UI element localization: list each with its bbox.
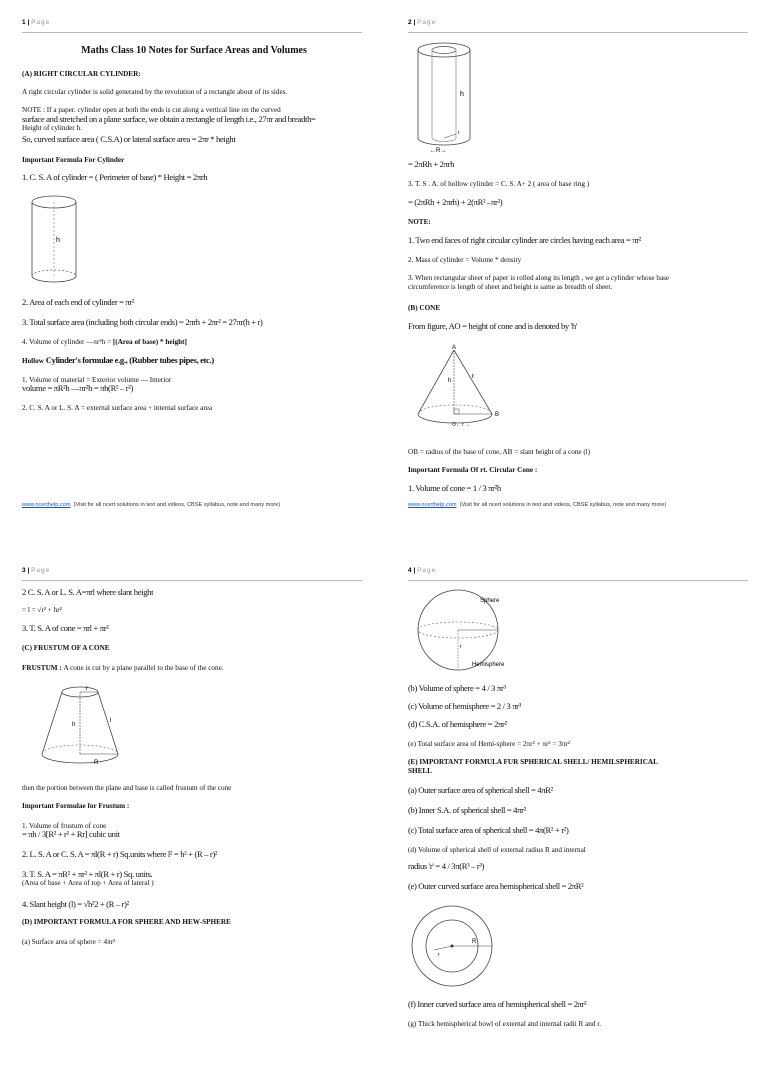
- formula: 4. Slant height (l) = √h²2 + (R – r)²: [22, 899, 129, 909]
- paragraph: then the portion between the plane and base is called frustum of the cone: [22, 784, 232, 792]
- svg-text:ℓ: ℓ: [472, 374, 474, 380]
- page-4: [404, 566, 768, 1076]
- footer-link[interactable]: www.ncerthelp.com: [22, 502, 71, 508]
- formula: (a) Surface area of sphere = 4πr²: [22, 938, 116, 946]
- formula: (g) Thick hemispherical bowl of external and internal radii R and r.: [408, 1020, 602, 1028]
- formula: 1. Volume of frustum of cone: [22, 822, 107, 830]
- hollow-cylinder-figure: [410, 38, 482, 156]
- formula: (Area of base + Area of top + Area of lateral ): [22, 879, 154, 887]
- page-2: [404, 18, 768, 528]
- formula: = πh / 3[R² + r² + Rr] cubic unit: [22, 829, 120, 839]
- formula: 3. T. S . A. of hollow cylinder = C. S. A+ 2 ( area of base ring ): [408, 180, 590, 188]
- formula: (a) Outer surface area of spherical shell = 4πR²: [408, 785, 553, 795]
- page-header: 3 | Page: [22, 566, 362, 581]
- formula: (b) Inner S.A. of spherical shell = 4πr²: [408, 805, 526, 815]
- page-header: 1 | Page: [22, 18, 362, 33]
- svg-text:r: r: [438, 952, 440, 958]
- cylinder-figure: [24, 190, 86, 290]
- page-header: 4 | Page: [408, 566, 748, 581]
- note-line: 3. When rectangular sheet of paper is rolled along its length , we get a cylinder whose base: [408, 274, 670, 282]
- formula: 1. Volume of cone = 1 / 3 πr²h: [408, 483, 501, 493]
- note-line: Height of cylinder h.: [22, 124, 82, 132]
- section-heading: (A) RIGHT CIRCULAR CYLINDER:: [22, 70, 141, 78]
- subheading: Important Formulae for Frustum :: [22, 802, 130, 810]
- formula: 3. Total surface area (including both circular ends) = 2πrh + 2πr² = 27πr(h + r): [22, 317, 263, 327]
- section-heading: (D) IMPORTANT FORMULA FOR SPHERE AND HEW-SPHERE: [22, 918, 231, 926]
- section-heading: (B) CONE: [408, 304, 441, 312]
- note-line: surface and stretched on a plane surface, we obtain a rectangle of length i.e., 27πr and breadth=: [22, 114, 316, 124]
- formula: (e) Total surface area of Hemi-sphere = 2πr² + πr² = 3πr²: [408, 740, 570, 748]
- formula: 3. T. S. A of cone = πrl + πr²: [22, 623, 109, 633]
- page-title: Maths Class 10 Notes for Surface Areas and Volumes: [81, 45, 307, 56]
- svg-text:Hemisphere: Hemisphere: [472, 662, 505, 668]
- subheading: Hollow Cylinder's formulae e.g., (Rubber tubes pipes, etc.): [22, 355, 214, 365]
- formula: (c) Total surface area of spherical shell = 4π(R² + r²): [408, 825, 569, 835]
- note-line: 2. Mass of cylinder = Volume * density: [408, 256, 522, 264]
- sphere-figure: [408, 586, 518, 678]
- paragraph: A right circular cylinder is solid generated by the revolution of a rectangle about of its sides.: [22, 88, 288, 96]
- spherical-shell-figure: [408, 904, 498, 988]
- section-heading: SHELL: [408, 767, 432, 775]
- section-heading: (E) IMPORTANT FORMULA FUR SPHERICAL SHELL/ HEMILSPHERICAL: [408, 758, 658, 766]
- cone-figure: [406, 342, 506, 434]
- subheading: NOTE:: [408, 218, 431, 226]
- svg-text:R: R: [472, 939, 477, 945]
- formula: 2. Area of each end of cylinder = πr²: [22, 297, 135, 307]
- formula: (d) Volume of spherical shell of external radius R and internal: [408, 846, 586, 854]
- svg-text:h: h: [448, 378, 452, 384]
- formula: = l = √r² + hr²: [22, 606, 62, 614]
- formula: 1. Volume of material = Exterior volume — Interior: [22, 376, 172, 384]
- note-line: So, curved surface area ( C.S.A) or lateral surface area = 2πr * height: [22, 134, 236, 144]
- svg-text:R: R: [94, 760, 99, 766]
- page-1: [18, 18, 384, 528]
- svg-text:h: h: [460, 91, 464, 98]
- svg-text:Sphere: Sphere: [480, 598, 500, 604]
- formula: = 2πRh + 2πrh: [408, 159, 455, 169]
- formula: 2 C. S. A or L. S. A=πrl where slant height: [22, 587, 154, 597]
- formula: (c) Volume of hemisphere = 2 / 3 πr³: [408, 701, 521, 711]
- subheading: Important Formula Of rt. Circular Cone :: [408, 466, 538, 474]
- paragraph: OB = radius of the base of cone, AB = slant height of a cone (l): [408, 448, 591, 456]
- subheading: Important Formula For Cylinder: [22, 156, 125, 164]
- note-line: circumference is length of sheet and height is same as breadth of sheet.: [408, 283, 613, 291]
- formula: (f) Inner curved surface area of hemispherical shell = 2πr²: [408, 999, 587, 1009]
- formula: (e) Outer curved surface area hemispherical shell = 2πR²: [408, 881, 584, 891]
- formula: volume = πR²h —πr²h = πh(R² – r²): [22, 383, 133, 393]
- svg-text:r: r: [460, 644, 462, 650]
- svg-text:l: l: [110, 718, 112, 724]
- paragraph: From figure, AO = height of cone and is denoted by 'h': [408, 321, 578, 331]
- formula: = (2πRh + 2πrh) + 2(πR² –πr²): [408, 197, 503, 207]
- svg-text:A: A: [452, 345, 457, 351]
- frustum-figure: [30, 678, 130, 770]
- note-line: NOTE : If a paper. cylinder open at both the ends is cut along a vertical line on the curved: [22, 106, 281, 114]
- svg-text:r: r: [458, 130, 460, 136]
- footer-link[interactable]: www.ncerthelp.com: [408, 502, 457, 508]
- formula: (b) Volume of sphere = 4 / 3 πr³: [408, 683, 506, 693]
- svg-text:B: B: [495, 412, 500, 418]
- formula: 3. T. S. A = πR² + πr² + πl(R + r) Sq. units.: [22, 869, 153, 879]
- formula: 4. Volume of cylinder —πr²h = [(Area of base) * height]: [22, 338, 187, 346]
- formula: radius 'r' = 4 / 3π(R³ – r³): [408, 861, 485, 871]
- note-line: 1. Two end faces of right circular cylinder are circles having each area = πr²: [408, 235, 642, 245]
- svg-text:h: h: [56, 237, 60, 244]
- formula: 2. C. S. A or L. S. A = external surface area + internal surface area: [22, 404, 213, 412]
- page-3: [18, 566, 384, 1076]
- paragraph: FRUSTUM : A cone is cut by a plane parallel to the base of the cone.: [22, 664, 224, 672]
- svg-text:h: h: [72, 722, 76, 728]
- svg-text:r: r: [86, 686, 88, 692]
- page-footer: www.ncerthelp.com (Visit for all ncert solutions in text and videos, CBSE syllabus, note and many more): [408, 502, 667, 508]
- svg-text:←R→: ←R→: [430, 148, 447, 154]
- svg-text:O← r →: O← r →: [452, 422, 471, 428]
- section-heading: (C) FRUSTUM OF A CONE: [22, 644, 110, 652]
- formula: 2. L. S. A or C. S. A = πl(R + r) Sq.units where l² = h² + (R – r)²: [22, 849, 218, 859]
- formula: (d) C.S.A. of hemisphere = 2πr²: [408, 719, 507, 729]
- page-footer: www.ncerthelp.com (Visit for all ncert solutions in text and videos, CBSE syllabus, note and many more): [22, 502, 281, 508]
- formula: 1. C. S. A of cylinder = ( Perimeter of base) * Height = 2πrh: [22, 172, 208, 182]
- page-header: 2 | Page: [408, 18, 748, 33]
